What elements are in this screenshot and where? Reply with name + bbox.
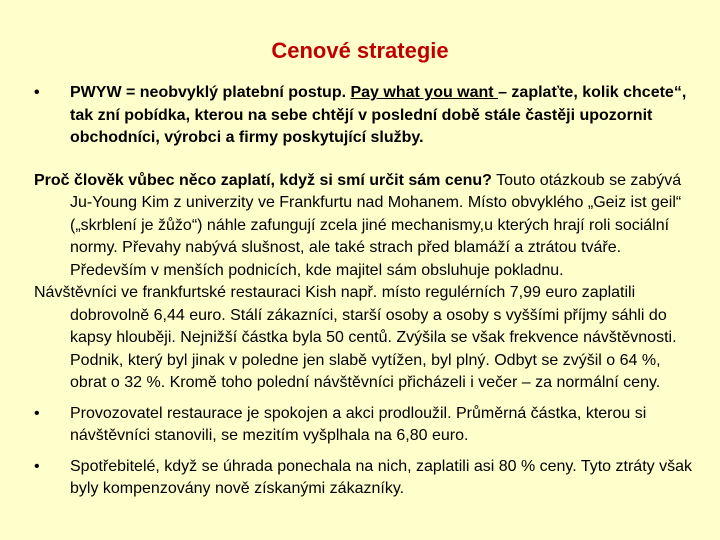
consumers-text: Spotřebitelé, když se úhrada ponechala na nich, zaplatili asi 80 % ceny. Tyto ztráty však byly kompenzovány nově získanými zákazníky. bbox=[70, 457, 692, 497]
question-text: Touto otázkoub se zabývá Ju-Young Kim z univerzity ve Frankfurtu nad Mohanem. Místo obvyklého „Geiz ist geil“ („skrblení je žůžo“) náhle zafungují zcela jiné mechanismy,u kterých hrají roli sociální normy. Převahy nabývá slušnost, ale také strach před blamáží a ztrátou tváře. Především v menších podnicích, kde majitel sám obsluhuje pokladnu. bbox=[70, 171, 682, 279]
paragraph-question bbox=[34, 170, 694, 283]
pwyw-rest: – zaplaťte, kolik chcete“, tak zní pobídka, kterou na sebe chtějí v poslední době stále častěji upozornit obchodníci, výrobci a firmy poskytující služby. bbox=[70, 84, 687, 146]
paragraph-kish bbox=[34, 282, 694, 395]
slide-title: Cenové strategie bbox=[271, 38, 449, 63]
operator-text: Provozovatel restaurace je spokojen a akci prodloužil. Průměrná částka, kterou si návštěvníci stanovili, se mezitím vyšplhala na 6,80 euro. bbox=[70, 404, 647, 444]
paragraph-consumers bbox=[34, 456, 694, 501]
paragraph-pwyw bbox=[34, 82, 694, 150]
pwyw-underlined: Pay what you want bbox=[350, 84, 499, 101]
slide-content bbox=[34, 82, 694, 501]
bullet-icon: • bbox=[34, 457, 40, 475]
kish-text: Návštěvníci ve frankfurtské restauraci Kish např. místo regulérních 7,99 euro zaplatili dobrovolně 6,44 euro. Stálí zákazníci, starší osoby a osoby s vyššími příjmy sáhli do kapsy hlouběji. Nejnižší částka byla 50 centů. Zvýšila se však frekvence návštěvnosti. Podnik, který byl jinak v poledne jen slabě vytížen, byl plný. Odbyt se zvýšil o 64 %, obrat o 32 %. Kromě toho polední návštěvníci přicházeli i večer – za normální ceny. bbox=[34, 284, 677, 391]
bullet-icon: • bbox=[34, 84, 40, 101]
paragraph-operator bbox=[34, 403, 694, 448]
question-heading: Proč člověk vůbec něco zaplatí, když si smí určit sám cenu? bbox=[34, 171, 492, 189]
bullet-icon: • bbox=[34, 404, 40, 422]
pwyw-intro: PWYW = neobvyklý platební postup. bbox=[70, 84, 351, 101]
